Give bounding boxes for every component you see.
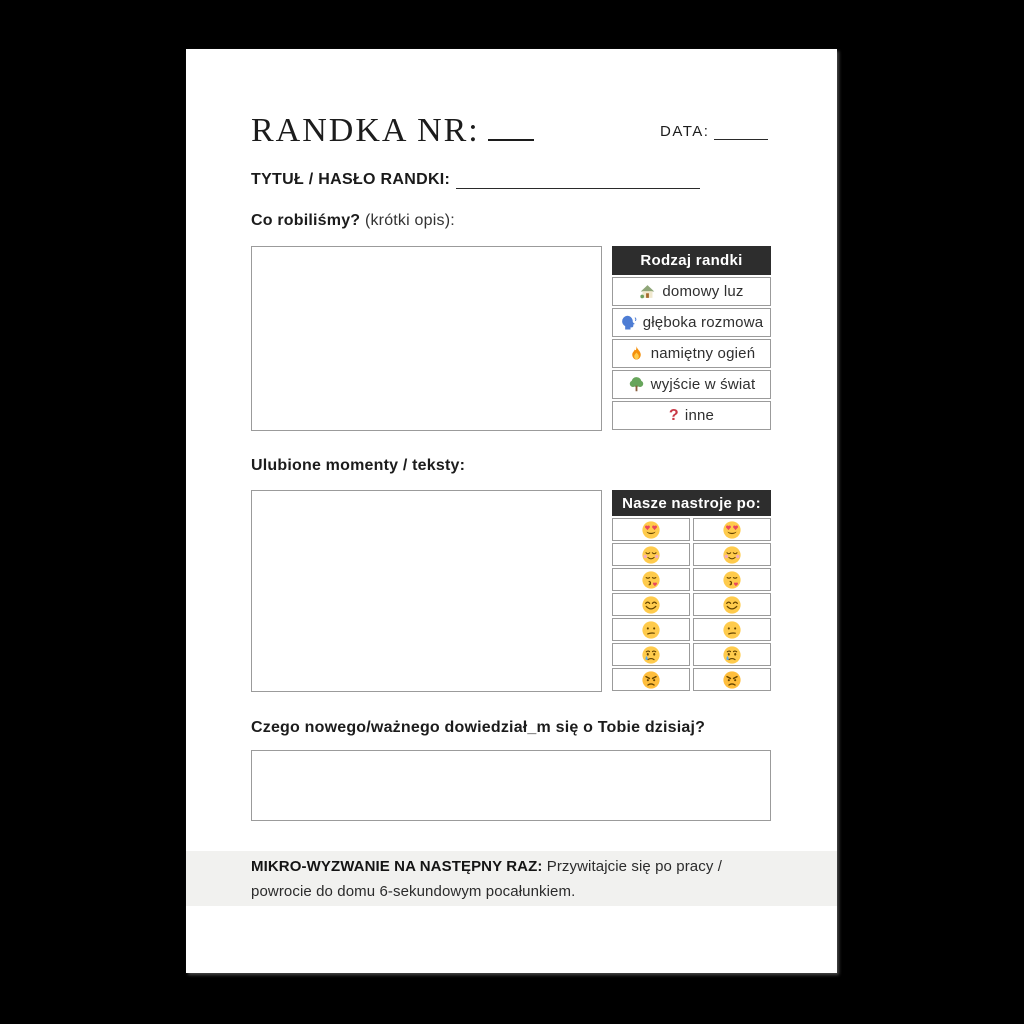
challenge-label: MIKRO-WYZWANIE NA NASTĘPNY RAZ: xyxy=(251,857,543,875)
wry-face-emoji xyxy=(722,620,742,640)
learned-write-box[interactable] xyxy=(251,750,771,821)
date-label: DATA: xyxy=(660,123,710,140)
crying-emoji xyxy=(722,645,742,665)
mood-cell-left-relaxed-blush[interactable] xyxy=(612,543,690,566)
grinning-eyes-emoji xyxy=(722,595,742,615)
option-label: wyjście w świat xyxy=(650,376,756,393)
page-title-text: RANDKA NR: xyxy=(251,112,480,149)
kissing-heart-emoji xyxy=(722,570,742,590)
mood-cell-left-crying[interactable] xyxy=(612,643,690,666)
mood-cell-left-wry-face[interactable] xyxy=(612,618,690,641)
option-label: głęboka rozmowa xyxy=(642,314,764,331)
mood-cell-right-crying[interactable] xyxy=(693,643,771,666)
activities-label-bold: Co robiliśmy? xyxy=(251,212,361,229)
question-mark-icon: ? xyxy=(668,406,679,424)
mood-row xyxy=(612,593,771,616)
date-type-option-domowy-luz[interactable] xyxy=(612,277,771,306)
mood-cell-right-angry[interactable] xyxy=(693,668,771,691)
house-icon xyxy=(639,283,656,300)
date-type-option-wyjscie-w-swiat[interactable] xyxy=(612,370,771,399)
date-title-field xyxy=(251,171,700,189)
option-label: namiętny ogień xyxy=(650,345,756,362)
challenge-text-block xyxy=(186,854,837,904)
moods-panel xyxy=(612,490,771,693)
speaking-head-icon xyxy=(620,314,637,331)
grinning-eyes-emoji xyxy=(641,595,661,615)
mood-cell-left-angry[interactable] xyxy=(612,668,690,691)
activities-write-box[interactable] xyxy=(251,246,602,431)
date-type-option-namietny-ogien[interactable] xyxy=(612,339,771,368)
angry-emoji xyxy=(722,670,742,690)
date-title-blank-line[interactable] xyxy=(456,176,700,189)
kissing-heart-emoji xyxy=(641,570,661,590)
date-type-option-gleboka-rozmowa[interactable] xyxy=(612,308,771,337)
mood-row xyxy=(612,668,771,691)
date-field xyxy=(660,123,768,140)
mood-row xyxy=(612,568,771,591)
mood-cell-right-relaxed-blush[interactable] xyxy=(693,543,771,566)
favorites-label: Ulubione momenty / teksty: xyxy=(251,457,466,474)
favorites-write-box[interactable] xyxy=(251,490,602,692)
page-title xyxy=(251,111,534,150)
date-blank-line[interactable] xyxy=(714,126,768,140)
worksheet-page xyxy=(186,49,837,973)
wry-face-emoji xyxy=(641,620,661,640)
learned-label: Czego nowego/ważnego dowiedział_m się o Tobie dzisiaj? xyxy=(251,719,706,736)
mood-cell-right-grinning-eyes[interactable] xyxy=(693,593,771,616)
option-label: domowy luz xyxy=(662,283,744,300)
challenge-text: Przywitajcie się po pracy / powrocie do domu 6-sekundowym pocałunkiem. xyxy=(251,857,722,900)
activities-label-hint: (krótki opis): xyxy=(364,212,455,229)
mood-cell-left-grinning-eyes[interactable] xyxy=(612,593,690,616)
mood-cell-left-heart-eyes[interactable] xyxy=(612,518,690,541)
mood-cell-left-kissing-heart[interactable] xyxy=(612,568,690,591)
mood-cell-right-heart-eyes[interactable] xyxy=(693,518,771,541)
mood-row xyxy=(612,543,771,566)
crying-emoji xyxy=(641,645,661,665)
mood-cell-right-wry-face[interactable] xyxy=(693,618,771,641)
date-type-option-inne[interactable] xyxy=(612,401,771,430)
date-title-label: TYTUŁ / HASŁO RANDKI: xyxy=(251,171,451,188)
mood-cell-right-kissing-heart[interactable] xyxy=(693,568,771,591)
activities-label xyxy=(251,212,455,230)
date-type-header: Rodzaj randki xyxy=(612,246,771,275)
heart-eyes-emoji xyxy=(722,520,742,540)
date-number-blank-line[interactable] xyxy=(488,111,534,141)
date-type-panel xyxy=(612,246,771,430)
fire-icon xyxy=(628,345,645,362)
option-label: inne xyxy=(684,407,715,424)
mood-row xyxy=(612,518,771,541)
moods-header: Nasze nastroje po: xyxy=(612,490,771,516)
relaxed-blush-emoji xyxy=(722,545,742,565)
mood-row xyxy=(612,618,771,641)
mood-row xyxy=(612,643,771,666)
challenge-banner xyxy=(186,851,837,906)
relaxed-blush-emoji xyxy=(641,545,661,565)
tree-icon xyxy=(628,376,645,393)
angry-emoji xyxy=(641,670,661,690)
heart-eyes-emoji xyxy=(641,520,661,540)
